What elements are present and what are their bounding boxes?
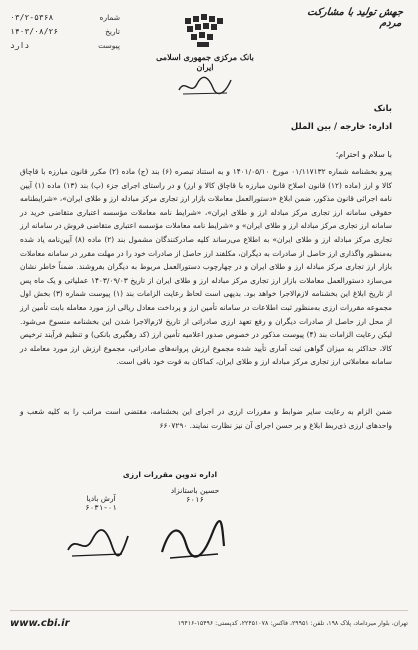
central-bank-logo-icon [181, 14, 225, 50]
slogan: جهش تولید با مشارکت مردم [306, 7, 404, 29]
signer-right-name: حسین باستانزاد [170, 486, 220, 495]
greeting: با سلام و احترام؛ [335, 150, 392, 159]
closing-paragraph: ضمن الزام به رعایت سایر ضوابط و مقررات ارزی در اجرای این بخشنامه، مقتضی است مراتب را به کلیه شعب و واحدهای ارزی ذی‌ربط ابلاغ و بر حسن اجرای آن نیز نظارت نمایند. ۶۶۰۷۲۹۰ [20, 407, 392, 430]
addressee-department: اداره: خارجه / بین الملل [290, 122, 392, 132]
signer-left [56, 494, 146, 512]
body-paragraph: پیرو بخشنامه شماره ۰۱/۱۱۷۱۳۲ مورخ ۱۴۰۱/۰۵/۱۰ و به استناد تبصره (۶) بند (ج) ماده (۲) مکرر قانون مبارزه با قاچاق کالا و ارز (ماده (۱۲) قانون اصلاح قانون مبارزه با قاچاق کالا و ارز) و در راستای اجرای جزء (پ) بند (۱۳) ماده (۱) آیین نامه اجرائی قانون مذکور، ضمن ابلاغ «دستورالعمل معاملات بازار ارز تجاری مرکز مبادله ارز و طلای ایران»، «شرایطنامه حقوقی سامانه ارز تجاری مرکز مبادله ارز و طلای ایران»، «شرایط نامه معاملات مؤسسه اعتباری متقاضی خرید در سامانه ارز تجاری مرکز مبادله ارز و طلای ایران» و «شرایط نامه معاملات مؤسسه اعتباری متقاضی فروش در سامانه ارز تجاری مرکز مبادله ارز و طلای ایران» به اطلاع می‌رساند کلیه صادرکنندگان مشمول بند (۲) ماده (۸) آیین‌نامه یاد شده به‌منظور واگذاری ارز حاصل از صادرات به دیگران، مکلفند ارز حاصل از صادرات خود را در مهلت مقرر در سامانه معاملات بازار ارز تجاری مرکز مبادله ارز و طلای ایران و در چهارچوب دستورالعمل مربوط به دیگران بفروشند. ضمناً خاطر نشان می‌سازد دستورالعمل معاملات بازار ارز تجاری مرکز مبادله ارز و طلای ایران از تاریخ ۱۴۰۳/۰۹/۰۳ عملیاتی و یک ماه پس از تاریخ ابلاغ این بخشنامه لازم‌الاجرا خواهد بود. بدیهی است لحاظ رعایت الزامات بند (۱) پیوست شماره (۳) بخش اول مجموعه مقررات ارزی به‌منظور ثبت اطلاعات در سامانه تأمین ارز و پرداخت معادل ریالی ارز مورد معامله بابت تأمین ارز از محل ارز حاصل از صادرات دیگران و رفع تعهد ارزی صادراتی از تاریخ لازم‌الاجرا شدن این بخشنامه منسوخ می‌شود. لیکن رعایت الزامات بند (۴) پیوست مذکور در خصوص صدور اعلامیه تأمین ارز (کد رهگیری بانکی) و تنظیم فرآیند ترخیص کالا، حداکثر به میزان گواهی ثبت آماری تأیید شده مجموع ارزش پروانه‌های صادراتی، مجموع ارزش ارز مورد معامله در سامانه معاملاتی ارز تجاری مرکز مبادله ارز و طلای ایران، کماکان به قوت خود باقی است. [20, 167, 393, 367]
footer [10, 610, 408, 631]
bank-name: بانک مرکزی جمهوری اسلامی ایران [156, 52, 254, 72]
signer-right [150, 486, 240, 504]
meta-number-label: شماره [99, 12, 120, 22]
signer-left-name: آرش بادیا [86, 494, 116, 503]
letter-meta [10, 10, 120, 52]
meta-date [10, 24, 120, 38]
meta-number [10, 10, 120, 24]
header-signature-icon [175, 74, 235, 98]
footer-url[interactable]: www.cbi.ir [10, 617, 70, 629]
meta-date-value: ۱۴۰۳/۰۸/۲۶ [10, 26, 59, 36]
signer-left-code: ۶۰۳۱-۰۱ [85, 503, 117, 512]
meta-attachment-label: پیوست [98, 40, 120, 50]
meta-attachment-value: دارد [10, 40, 30, 50]
meta-number-value: ۰۳/۲-۵۳۶۸ [10, 12, 54, 22]
signer-right-code: ۶۰۱۶ [185, 495, 205, 504]
footer-address: تهران، بلوار میرداماد، پلاک ۱۹۸، تلفن: ۲۹۹۵۱، فاکس: ۲۲۴۵۱۰۷۸، کدپستی: ۱۵۴۹۶-۱۹۴۱۶ [177, 619, 408, 627]
meta-attachment [10, 38, 120, 52]
addressee-bank: بانک [373, 104, 392, 114]
signature-left-icon [62, 520, 132, 564]
signing-department: اداره تدوین مقررات ارزی [122, 470, 218, 479]
meta-date-label: تاریخ [105, 26, 120, 36]
signature-right-icon [150, 516, 230, 566]
